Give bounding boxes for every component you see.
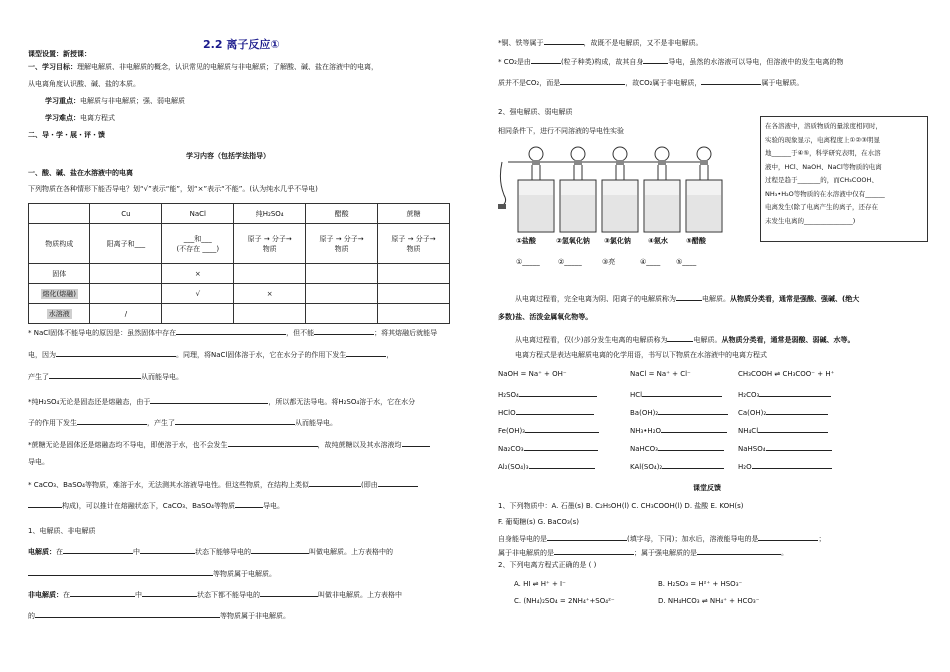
beakers [518, 165, 722, 232]
formula: H₂SO₄ [498, 391, 519, 399]
answer-blank[interactable] [28, 567, 213, 576]
lesson-setting: 课型设置：新授课： [28, 50, 91, 58]
text: 在 [56, 548, 63, 556]
electrolyte-label: 电解质： [28, 548, 56, 556]
answer-blank[interactable] [662, 460, 724, 469]
question-1d [498, 546, 788, 558]
equation-item [498, 460, 595, 472]
text: (填字母，下同)；加水后，溶液能导电的是 [627, 535, 759, 543]
section-two: 二、导・学・展・评・馈 [28, 131, 105, 139]
key-line [45, 97, 185, 106]
beaker-icon [686, 165, 722, 232]
para-sucrose-2: 导电。 [28, 458, 49, 466]
option-c: C. (NH₄)₂SO₄ = 2NH₄⁺+SO₄²⁻ [514, 597, 615, 605]
text: ，但不能 [286, 329, 315, 337]
table-cell [378, 284, 450, 304]
table-cell: × [162, 264, 234, 284]
equation-item [630, 388, 722, 400]
answer-blank[interactable] [554, 546, 634, 555]
text: 状态下能够导电的 [195, 548, 251, 556]
text: 从而能导电。 [295, 419, 337, 427]
conductivity-apparatus-illustration [498, 140, 723, 275]
equation-item [738, 460, 832, 472]
text: 导电。 [262, 502, 284, 510]
text: 中 [133, 548, 140, 556]
answer-blank[interactable] [676, 292, 702, 301]
box-line: 实验的现象显示，电离程度上①②③明显 [765, 135, 880, 144]
brightness-blank[interactable]: ④____ [640, 258, 661, 266]
formula: NaHCO₃ [630, 445, 658, 453]
equation-item [738, 406, 828, 418]
answer-blank[interactable] [544, 36, 584, 45]
answer-blank[interactable] [314, 326, 374, 335]
page-title: 2.2 离子反应① [203, 38, 280, 51]
box-line: 过程是趋于_______的，而CH₃COOH、 [765, 176, 878, 184]
para-sucrose-1 [28, 438, 430, 450]
def-nonelectrolyte-2 [28, 609, 290, 621]
nonelectrolyte-label: 非电解质： [28, 591, 63, 599]
beaker-label: ②氢氧化钠 [556, 237, 590, 245]
beaker-label: ④氨水 [648, 237, 668, 245]
weak-class-text: 从物质分类看，通常是弱酸、弱碱、水等。 [721, 336, 855, 344]
table-cell [90, 284, 162, 304]
answer-blank[interactable] [28, 499, 62, 508]
explanation-box [760, 116, 928, 242]
answer-blank[interactable] [63, 545, 133, 554]
answer-blank[interactable] [758, 424, 828, 433]
text: * NaCl固体不能导电的原因是：虽然固体中存在 [28, 329, 177, 337]
text: ， [386, 351, 394, 359]
answer-blank[interactable] [658, 442, 724, 451]
table-cell [306, 284, 378, 304]
equation-item [738, 424, 828, 436]
table-row-label [29, 284, 90, 304]
text: 自身能导电的是 [498, 535, 547, 543]
text: * CaCO₃、BaSO₄等物质，难溶于水，无法测其水溶液导电性。但这些物质，在结构上类似 [28, 481, 309, 489]
table-header-cell: NaCl [162, 204, 234, 224]
answer-blank[interactable] [531, 55, 561, 64]
table-row-label: 固体 [29, 264, 90, 284]
difficulty-text: 电离方程式 [80, 114, 115, 122]
answer-blank[interactable] [142, 588, 197, 597]
formula: NaHSO₄ [738, 445, 766, 453]
brightness-blank[interactable]: ②_____ [558, 258, 582, 266]
answer-blank[interactable] [524, 442, 598, 451]
equation-item [630, 442, 724, 454]
answer-blank[interactable] [701, 76, 761, 85]
answer-blank[interactable] [525, 424, 599, 433]
formula: Al₂(SO₄)₃ [498, 463, 529, 471]
answer-blank[interactable] [70, 588, 135, 597]
goal-line [28, 63, 378, 72]
conductivity-table [28, 203, 450, 324]
question-1c [498, 532, 825, 544]
answer-blank[interactable] [758, 532, 818, 541]
table-cell: √ [162, 284, 234, 304]
instruction-text: 下列物质在各种情形下能否导电？划“√”表示“能”，划“×”表示“不能”。(认为纯水几乎不导电) [28, 185, 318, 193]
table-row [29, 304, 450, 324]
answer-blank[interactable] [378, 478, 418, 487]
answer-blank[interactable] [35, 609, 220, 618]
text: 电解质。 [693, 336, 722, 344]
text: 属于非电解质的是 [498, 549, 554, 557]
text: ，故既不是电解质，又不是非电解质。 [583, 39, 703, 47]
table-cell: / [90, 304, 162, 324]
table-header-cell: 蔗糖 [378, 204, 450, 224]
answer-blank[interactable] [140, 545, 195, 554]
para-caco3-2 [28, 499, 284, 511]
plug-icon [498, 204, 506, 209]
strong-def-2: 多数)盐、活泼金属氧化物等。 [498, 313, 593, 321]
def-nonelectrolyte [28, 588, 402, 600]
answer-blank[interactable] [49, 370, 141, 379]
option-a: A. HI ⇌ H⁺ + I⁻ [514, 580, 566, 588]
text: 导电，虽然的水溶液可以导电，但溶液中的发生电离的物 [668, 58, 844, 66]
text: 属于电解质。 [761, 79, 804, 87]
option-b: B. H₂SO₃ = H²⁺ + HSO₃⁻ [658, 580, 743, 588]
para-nacl-2 [28, 348, 393, 360]
diff-line [45, 114, 115, 123]
text: *铜、铁等属于 [498, 39, 544, 47]
weak-def [515, 333, 854, 345]
text: 等物质属于电解质。 [213, 570, 276, 578]
table-cell [306, 264, 378, 284]
equation-intro: 电离方程式是表达电解质电离的化学用语，书写以下物质在水溶液中的电离方程式 [515, 351, 767, 359]
box-line: 未发生电离的_______________) [765, 216, 856, 225]
para-h2so4-1 [28, 395, 415, 407]
text: 在 [63, 591, 70, 599]
content-title: 学习内容（包括学法指导） [186, 152, 270, 160]
formula: H₂O [738, 463, 752, 471]
section-goals: 一、学习目标： [28, 63, 77, 71]
question-2: 2、下列电离方程式正确的是 ( ) [498, 561, 597, 569]
answer-blank[interactable] [766, 442, 832, 451]
text: *蔗糖无论是固体还是熔融态均不导电，即使溶于水，也不会发生 [28, 441, 228, 449]
def-electrolyte-2 [28, 567, 276, 579]
text: ； [818, 535, 826, 543]
answer-blank[interactable] [547, 532, 627, 541]
equation-item [498, 424, 599, 436]
table-cell: 阳离子和___ [90, 224, 162, 264]
table-cell [378, 264, 450, 284]
text: (即由 [360, 481, 378, 489]
formula: NH₄Cl [738, 427, 759, 435]
feedback-title: 课堂反馈 [693, 484, 721, 492]
beaker-label: ③氯化钠 [604, 237, 631, 245]
answer-blank[interactable] [642, 388, 722, 397]
formula: Na₂CO₃ [498, 445, 524, 453]
answer-blank[interactable] [697, 546, 781, 555]
text: ，产生了 [147, 419, 175, 427]
answer-blank[interactable] [529, 460, 595, 469]
formula: Ca(OH)₂ [738, 409, 767, 417]
box-line: 电离发生(除了电离产生的离子，还存在 [765, 203, 879, 211]
answer-blank[interactable] [175, 416, 295, 425]
text: 叫做非电解质。上方表格中 [318, 591, 402, 599]
text: ，所以都无法导电。将H₂SO₄溶于水，它在水分 [268, 398, 416, 406]
text: 产生了 [28, 373, 49, 381]
text: 叫做电解质。上方表格中的 [309, 548, 393, 556]
table-cell: 原子 → 分子→ 物质 [306, 224, 378, 264]
table-header-cell: Cu [90, 204, 162, 224]
answer-blank[interactable] [346, 348, 386, 357]
molten-label: 熔化(熔融) [42, 289, 76, 298]
answer-blank[interactable] [150, 395, 268, 404]
equation-item: NaOH = Na⁺ + OH⁻ [498, 370, 567, 378]
table-cell [306, 304, 378, 324]
formula: HClO [498, 409, 516, 417]
text: ；属于强电解质的是 [634, 549, 697, 557]
beaker-label: ⑤醋酸 [686, 237, 706, 245]
para-caco3-1 [28, 478, 418, 490]
formula: HCl [630, 391, 643, 399]
table-row [29, 264, 450, 284]
para-h2so4-2 [28, 416, 337, 428]
text: 从而能导电。 [141, 373, 183, 381]
box-line: NH₃•H₂O等物质的在水溶液中仅有______ [765, 189, 885, 198]
text: 。同理，将NaCl固体溶于水，它在水分子的作用下发生 [176, 351, 347, 359]
answer-blank[interactable] [77, 416, 147, 425]
brightness-value: ③亮 [602, 258, 616, 266]
text: (粒子种类)构成，故其自身 [560, 58, 644, 66]
box-line: 液中，HCl、NaOH、NaCl等物质的电离 [765, 162, 882, 171]
answer-blank[interactable] [56, 348, 176, 357]
table-cell [162, 304, 234, 324]
box-line: 在各溶液中，溶质物质的量浓度相同时， [765, 122, 882, 130]
subsection-ionization: 一、酸、碱、盐在水溶液中的电离 [28, 169, 133, 177]
table-row [29, 224, 450, 264]
text: 质并不是CO₂，而是 [498, 79, 561, 87]
subsection-strong-weak: 2、强电解质、弱电解质 [498, 108, 573, 116]
answer-blank[interactable] [752, 460, 832, 469]
beaker-icon [644, 165, 680, 232]
equation-item: NaCl = Na⁺ + Cl⁻ [630, 370, 691, 378]
answer-blank[interactable] [560, 76, 625, 85]
table-header-cell: 醋酸 [306, 204, 378, 224]
experiment-intro: 相同条件下，进行不同溶液的导电性实验 [498, 127, 624, 135]
metal-line [498, 36, 703, 48]
answer-blank[interactable] [766, 406, 828, 415]
brightness-blank[interactable]: ①_____ [516, 258, 540, 266]
table-cell: 原子 → 分子→ 物质 [234, 224, 306, 264]
beaker-icon [518, 165, 554, 232]
answer-blank[interactable] [759, 388, 831, 397]
text: 电，因为 [28, 351, 56, 359]
equation-item: CH₃COOH ⇌ CH₃COO⁻ + H⁺ [738, 370, 835, 378]
question-1: 1、下列物质中：A. 石墨(s) B. C₂H₅OH(l) C. CH₃COOH(l) D. 盐酸 E. KOH(s) [498, 502, 744, 510]
answer-blank[interactable] [260, 588, 318, 597]
table-header-row [29, 204, 450, 224]
difficulty-label: 学习难点： [45, 114, 80, 122]
goal-text-2: 从电离角度认识酸、碱、盐的本质。 [28, 80, 140, 88]
subsection-electrolytes: 1、电解质、非电解质 [28, 527, 96, 535]
text: ，故纯蔗糖以及其水溶液均 [317, 441, 402, 449]
text: 的 [28, 612, 35, 620]
equation-item [630, 460, 724, 472]
text: 子的作用下发生 [28, 419, 77, 427]
text: *纯H₂SO₄无论是固态还是熔融态，由于 [28, 398, 151, 406]
answer-blank[interactable] [667, 333, 693, 342]
answer-blank[interactable] [176, 326, 286, 335]
goal-text: 理解电解质、非电解质的概念，认识常见的电解质与非电解质；了解酸、碱、盐在溶液中的电离， [77, 63, 378, 71]
table-cell [378, 304, 450, 324]
question-1b: F. 葡萄糖(s) G. BaCO₃(s) [498, 518, 579, 526]
equation-item [630, 406, 728, 418]
beaker-icon [560, 165, 596, 232]
beaker-label: ①盐酸 [516, 237, 536, 245]
text: 构成)，可以推计在熔融状态下，CaCO₃、BaSO₄等物质 [62, 502, 235, 510]
table-cell [234, 304, 306, 324]
text: 从电离过程看，仅(少)部分发生电离的电解质称为 [515, 336, 668, 344]
formula: NH₃•H₂O [630, 427, 662, 435]
strong-class-text: 从物质分类看，通常是强酸、强碱、(绝大 [730, 295, 860, 303]
key-text: 电解质与非电解质；强、弱电解质 [80, 97, 185, 105]
answer-blank[interactable] [402, 438, 430, 447]
equation-item [498, 406, 594, 418]
table-cell: × [234, 284, 306, 304]
table-cell [234, 264, 306, 284]
text: * CO₂是由 [498, 58, 531, 66]
answer-blank[interactable] [643, 55, 668, 64]
text: 电解质。 [702, 295, 730, 303]
beaker-icon [602, 165, 638, 232]
table-cell [90, 264, 162, 284]
box-line: 地______于④⑤，科学研究表明，在水溶 [765, 149, 881, 157]
explanation-text [765, 120, 885, 228]
table-row-label [29, 304, 90, 324]
text: ；将其熔融后就能导 [374, 329, 438, 337]
formula: KAl(SO₄)₂ [630, 463, 663, 471]
para-nacl-3 [28, 370, 183, 382]
equation-item [738, 388, 831, 400]
table-cell: 原子 → 分子→ 物质 [378, 224, 450, 264]
def-electrolyte [28, 545, 393, 557]
text: 中 [135, 591, 142, 599]
table-cell: ___和___ (不存在 ____) [162, 224, 234, 264]
answer-blank[interactable] [228, 438, 318, 447]
table-header-cell [29, 204, 90, 224]
strong-def-1 [515, 292, 859, 304]
formula: H₂CO₃ [738, 391, 760, 399]
answer-blank[interactable] [516, 406, 594, 415]
text: 从电离过程看，完全电离为阴、阳离子的电解质称为 [515, 295, 676, 303]
co2-line-1 [498, 55, 843, 67]
table-row [29, 284, 450, 304]
text: 状态下都不能导电的 [197, 591, 260, 599]
para-nacl-1 [28, 326, 437, 338]
answer-blank[interactable] [658, 406, 728, 415]
answer-blank[interactable] [309, 478, 361, 487]
co2-line-2 [498, 76, 803, 88]
text: 。 [781, 549, 788, 557]
brightness-blank[interactable]: ⑤____ [676, 258, 697, 266]
answer-blank[interactable] [251, 545, 309, 554]
table-header-cell: 纯H₂SO₄ [234, 204, 306, 224]
formula: Ba(OH)₂ [630, 409, 659, 417]
plug-wire [500, 162, 505, 206]
equation-item [630, 424, 727, 436]
option-d: D. NH₄HCO₃ ⇌ NH₄⁺ + HCO₃⁻ [658, 597, 760, 605]
equation-item [498, 442, 598, 454]
answer-blank[interactable] [519, 388, 597, 397]
text: 等物质属于非电解质。 [220, 612, 290, 620]
key-label: 学习重点： [45, 97, 80, 105]
answer-blank[interactable] [661, 424, 727, 433]
text: ，故CO₂属于非电解质， [625, 79, 702, 87]
table-row-label: 物质构成 [29, 224, 90, 264]
formula: Fe(OH)₃ [498, 427, 525, 435]
equation-item [738, 442, 832, 454]
equation-item [498, 388, 597, 400]
answer-blank[interactable] [235, 499, 263, 508]
solution-label: 水溶液 [48, 309, 70, 318]
